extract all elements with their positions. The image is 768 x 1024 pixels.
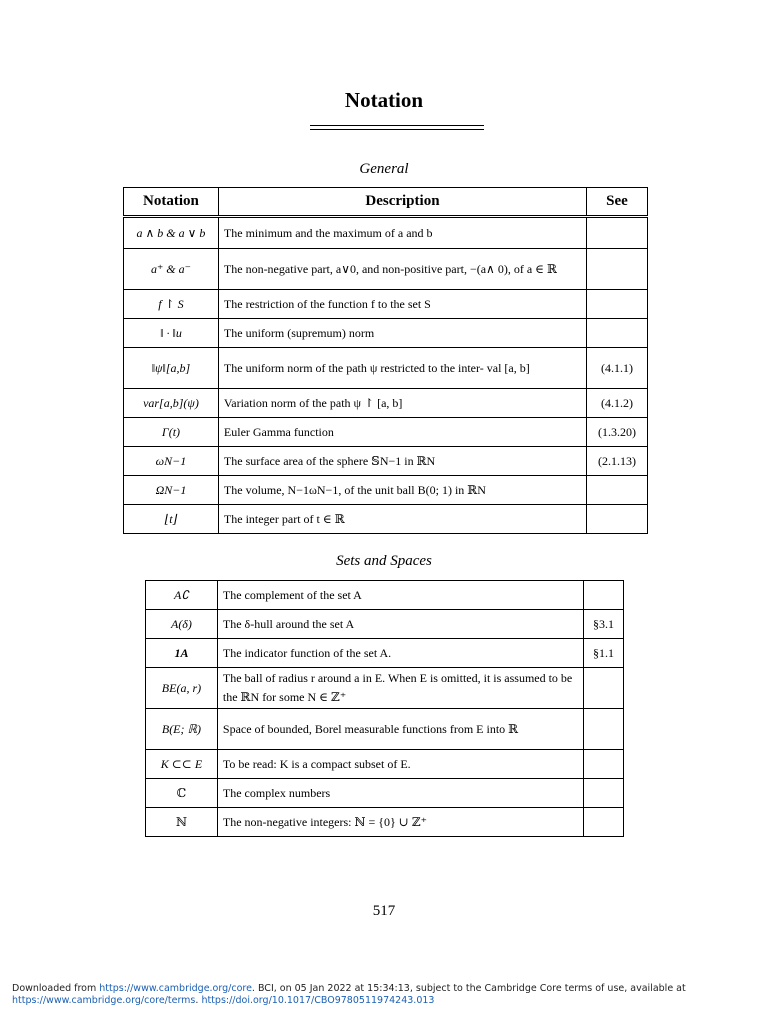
notation-cell: var[a,b](ψ)	[124, 389, 219, 418]
description-cell: The ball of radius r around a in E. When E is omitted, it is assumed to be the ℝN for some N ∈ ℤ⁺	[217, 668, 583, 709]
see-cell	[587, 249, 648, 290]
description-cell: Euler Gamma function	[218, 418, 586, 447]
notation-cell: A(δ)	[146, 610, 218, 639]
footer-link-core[interactable]: https://www.cambridge.org/core	[99, 983, 252, 994]
notation-cell: a ∧ b & a ∨ b	[124, 217, 219, 249]
notation-cell: 1A	[146, 639, 218, 668]
sets-table	[145, 580, 624, 837]
description-cell: The non-negative part, a∨0, and non-positive part, −(a∧ 0), of a ∈ ℝ	[218, 249, 586, 290]
notation-cell: Γ(t)	[124, 418, 219, 447]
notation-cell: ΩN−1	[124, 476, 219, 505]
general-heading: General	[359, 161, 409, 177]
table-row	[124, 319, 648, 348]
see-cell: §3.1	[584, 610, 624, 639]
footer-separator: .	[195, 995, 202, 1006]
column-header-notation: Notation	[124, 188, 219, 217]
table-row	[124, 389, 648, 418]
table-row	[124, 418, 648, 447]
table-row	[146, 581, 624, 610]
sets-heading: Sets and Spaces	[336, 553, 432, 569]
table-row	[146, 750, 624, 779]
notation-cell: A∁	[146, 581, 218, 610]
footer-prefix: Downloaded from	[12, 983, 100, 994]
table-row	[146, 668, 624, 709]
notation-cell: ℕ	[146, 808, 218, 837]
page-title: Notation	[344, 88, 424, 112]
table-row	[146, 639, 624, 668]
see-cell	[587, 290, 648, 319]
notation-cell: BE(a, r)	[146, 668, 218, 709]
description-cell: The minimum and the maximum of a and b	[218, 217, 586, 249]
see-cell	[584, 581, 624, 610]
see-cell	[584, 808, 624, 837]
see-cell	[587, 319, 648, 348]
notation-cell: ωN−1	[124, 447, 219, 476]
description-cell: To be read: K is a compact subset of E.	[217, 750, 583, 779]
table-row	[124, 348, 648, 389]
description-cell: Space of bounded, Borel measurable functions from E into ℝ	[217, 709, 583, 750]
description-cell: The restriction of the function f to the set S	[218, 290, 586, 319]
description-cell: The indicator function of the set A.	[217, 639, 583, 668]
table-row	[124, 505, 648, 534]
table-row	[146, 779, 624, 808]
notation-cell: ⌊t⌋	[124, 505, 219, 534]
see-cell: (4.1.1)	[587, 348, 648, 389]
description-cell: Variation norm of the path ψ ↾ [a, b]	[218, 389, 586, 418]
general-header-row	[124, 188, 648, 217]
see-cell	[587, 476, 648, 505]
see-cell: §1.1	[584, 639, 624, 668]
footer-middle-text: . BCI, on 05 Jan 2022 at 15:34:13, subject to the Cambridge Core terms of use, available at	[251, 983, 686, 994]
see-cell	[587, 505, 648, 534]
notation-cell: ‖ψ‖[a,b]	[124, 348, 219, 389]
description-cell: The complex numbers	[217, 779, 583, 808]
description-cell: The δ-hull around the set A	[217, 610, 583, 639]
download-footer	[12, 983, 756, 1007]
notation-cell: B(E; ℝ)	[146, 709, 218, 750]
table-row	[124, 249, 648, 290]
description-cell: The surface area of the sphere 𝕊N−1 in ℝN	[218, 447, 586, 476]
see-cell	[584, 668, 624, 709]
general-table	[123, 187, 648, 534]
page-number: 517	[372, 903, 396, 919]
title-rule-bottom	[310, 129, 484, 130]
footer-link-doi[interactable]: https://doi.org/10.1017/CBO9780511974243.013	[201, 995, 435, 1006]
column-header-see: See	[587, 188, 648, 217]
table-row	[146, 808, 624, 837]
table-row	[124, 217, 648, 249]
footer-link-terms[interactable]: https://www.cambridge.org/core/terms	[12, 995, 196, 1006]
title-rule-top	[310, 125, 484, 126]
description-cell: The volume, N−1ωN−1, of the unit ball B(0; 1) in ℝN	[218, 476, 586, 505]
table-row	[146, 709, 624, 750]
see-cell	[587, 217, 648, 249]
notation-cell: ℂ	[146, 779, 218, 808]
column-header-description: Description	[218, 188, 586, 217]
description-cell: The uniform norm of the path ψ restricted to the inter- val [a, b]	[218, 348, 586, 389]
table-row	[124, 447, 648, 476]
notation-cell: a⁺ & a⁻	[124, 249, 219, 290]
see-cell	[584, 750, 624, 779]
see-cell: (1.3.20)	[587, 418, 648, 447]
notation-cell: K ⊂⊂ E	[146, 750, 218, 779]
description-cell: The uniform (supremum) norm	[218, 319, 586, 348]
table-row	[146, 610, 624, 639]
table-row	[124, 290, 648, 319]
table-row	[124, 476, 648, 505]
notation-cell: f ↾ S	[124, 290, 219, 319]
see-cell: (4.1.2)	[587, 389, 648, 418]
see-cell: (2.1.13)	[587, 447, 648, 476]
notation-cell: ‖ · ‖u	[124, 319, 219, 348]
description-cell: The non-negative integers: ℕ = {0} ∪ ℤ⁺	[217, 808, 583, 837]
description-cell: The complement of the set A	[217, 581, 583, 610]
see-cell	[584, 779, 624, 808]
see-cell	[584, 709, 624, 750]
description-cell: The integer part of t ∈ ℝ	[218, 505, 586, 534]
